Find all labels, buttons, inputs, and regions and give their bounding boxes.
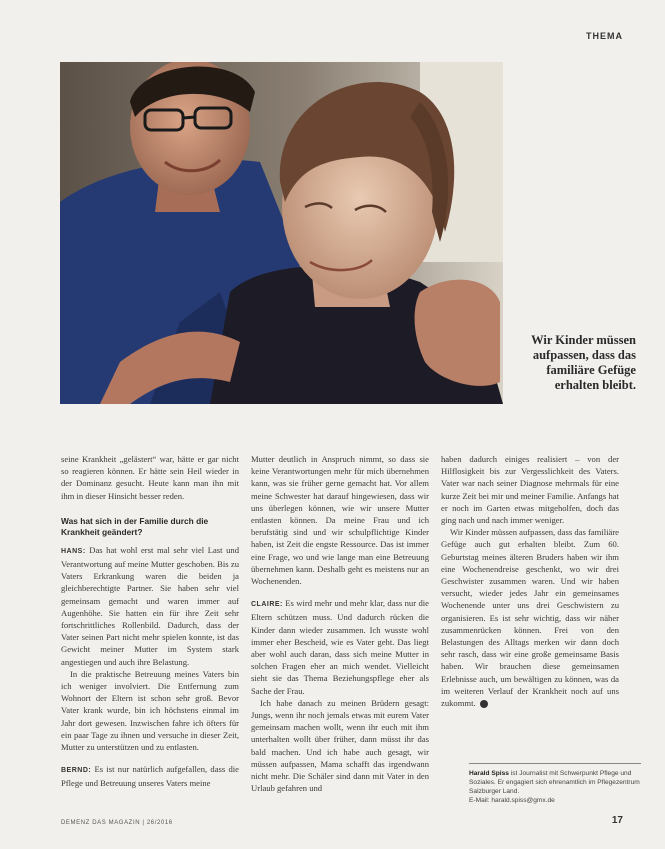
speaker-label: HANS: — [61, 547, 86, 555]
paragraph-text: Das hat wohl erst mal sehr viel Last und Verantwortung auf meine Mutter geschoben. Bis zu Vaters Erkrankung waren die beiden ja gleichberechtigte Partner. Sie haben sehr viel gemeinsam gemacht und waren immer auf Augenhöhe. Sie hatten ein für ihre Zeit sehr fortschrittliches Rollenbild. Dadurch, dass der Vater seinen Part nicht mehr spielen konnte, ist das Gewicht meiner Mutter im System stark angestiegen und auch ihre Belastung. — [61, 544, 239, 667]
page-number: 17 — [611, 815, 623, 826]
publication-footer: DEMENZ DAS MAGAZIN | 26/2016 — [61, 820, 173, 826]
paragraph: Mutter deutlich in Anspruch nimmt, so dass sie keine Verantwortungen mehr für mich übernehmen kann, was sie früher gerne gemacht hat. Vor allem meine Schwester hat darauf hingewiesen, dass wir uns überlegen können, wie wir unsere Mutter entlasten können. Da meine Frau und ich berufstätig sind und wir schulpflichtige Kinder haben, ist Zeit die engste Ressource. Das ist immer eine Frage, wo und wie lange man eine Betreuung übernehmen kann. Deshalb geht es meistens nur an Wochenenden. — [251, 454, 429, 587]
speaker-label: BERND: — [61, 767, 92, 775]
paragraph: In die praktische Betreuung meines Vaters bin ich weniger involviert. Die Entfernung zum Wohnort der Eltern ist schon sehr groß. Bevor Vater krank wurde, bin ich höchstens einmal im Jahr dort gewesen. Inzwischen fahre ich öfters für ein paar Tage zu ihnen und versuche in dieser Zeit, Mutter zu unterstützen und zu entlasten. — [61, 668, 239, 753]
pull-quote: Wir Kinder müssen aufpassen, dass das familiäre Gefüge erhalten bleibt. — [531, 333, 636, 392]
paragraph — [61, 544, 239, 668]
paragraph-text: Es ist nur natürlich aufgefallen, dass die Pflege und Betreuung unseres Vaters meine — [61, 764, 239, 789]
author-name: Harald Spiss — [469, 770, 509, 777]
paragraph — [441, 526, 619, 709]
text-column-3 — [441, 453, 619, 709]
end-mark-icon — [480, 700, 488, 708]
author-bio — [469, 763, 641, 805]
text-column-2 — [251, 453, 429, 794]
paragraph: haben dadurch einiges realisiert – von der Hilflosigkeit bis zur Vergesslichkeit des Vaters. Vater war nach seiner Diagnose mehrmals für eine kurze Zeit bei mir und meiner Familie. Anfangs hat er noch im Garten etwas mitgeholfen, doch das ging nach und nach immer weniger. — [441, 454, 619, 526]
paragraph — [251, 597, 429, 697]
speaker-label: CLAIRE: — [251, 601, 283, 609]
interview-question: Was hat sich in der Familie durch die Krankheit geändert? — [61, 515, 209, 537]
section-tag: THEMA — [586, 31, 623, 41]
paragraph: Ich habe danach zu meinen Brüdern gesagt: Jungs, wenn ihr noch jemals etwas mit eurem Vater gemeinsam machen wollt, wenn ihr euch mit ihm unterhalten wollt über früher, dann müsst ihr das bald machen. Und ich habe auch gesagt, wir müssen aufpassen, Mama schafft das irgendwann nicht mehr. Die Schäler sind dann mit Vater in den Urlaub gefahren und — [251, 697, 429, 794]
text-column-1 — [61, 453, 239, 790]
paragraph-text: Es wird mehr und mehr klar, dass nur die Eltern schützen muss. Und dadurch rücken die Kinder dann wieder zusammen. Ich wusste wohl immer eher Bescheid, wie es Vater geht. Das liegt aber wohl auch daran, dass sich meine Mutter in solchen Fragen eher an mich wendet. Vielleicht sieht sie das Thema Beziehungspflege eher als Sache der Frau. — [251, 598, 429, 696]
photo-illustration — [60, 62, 503, 404]
feature-photo — [60, 62, 503, 404]
author-description: ist Journalist mit Schwerpunkt Pflege und Soziales. Er engagiert sich ehrenamtlich im Pflegezentrum Salzburger Land. — [469, 770, 640, 795]
paragraph: seine Krankheit „gelästert“ war, hätte er gar nicht so reagieren können. Er hätte sein Heil wieder in der Dominanz gesucht. Heute kann man ihn mit ihm in dieser Hinsicht besser reden. — [61, 454, 239, 501]
author-email: E-Mail: harald.spiss@gmx.de — [469, 797, 555, 804]
paragraph-text: Wir Kinder müssen aufpassen, dass das familiäre Gefüge auch gut erhalten bleibt. Zum 60. Geburtstag meines älteren Bruders haben wir ihm eine Wochenendreise geschenkt, wo wir drei Geschwister zusammen waren. Und wir haben versucht, wieder jedes Jahr ein gemeinsames Wochenende unter uns drei Geschwistern zu organisieren. Es ist sehr wichtig, dass wir näher zusammenrücken können. Frei von den Belastungen des Alltags merken wir dann doch sehr rasch, dass wir eine große gemeinsame Basis haben. Wir brauchen diese gemeinsamen Erlebnisse auch, um bewältigen zu können, was da im weiteren Verlauf der Krankheit noch auf uns zukommt. — [441, 527, 619, 709]
paragraph — [61, 763, 239, 789]
